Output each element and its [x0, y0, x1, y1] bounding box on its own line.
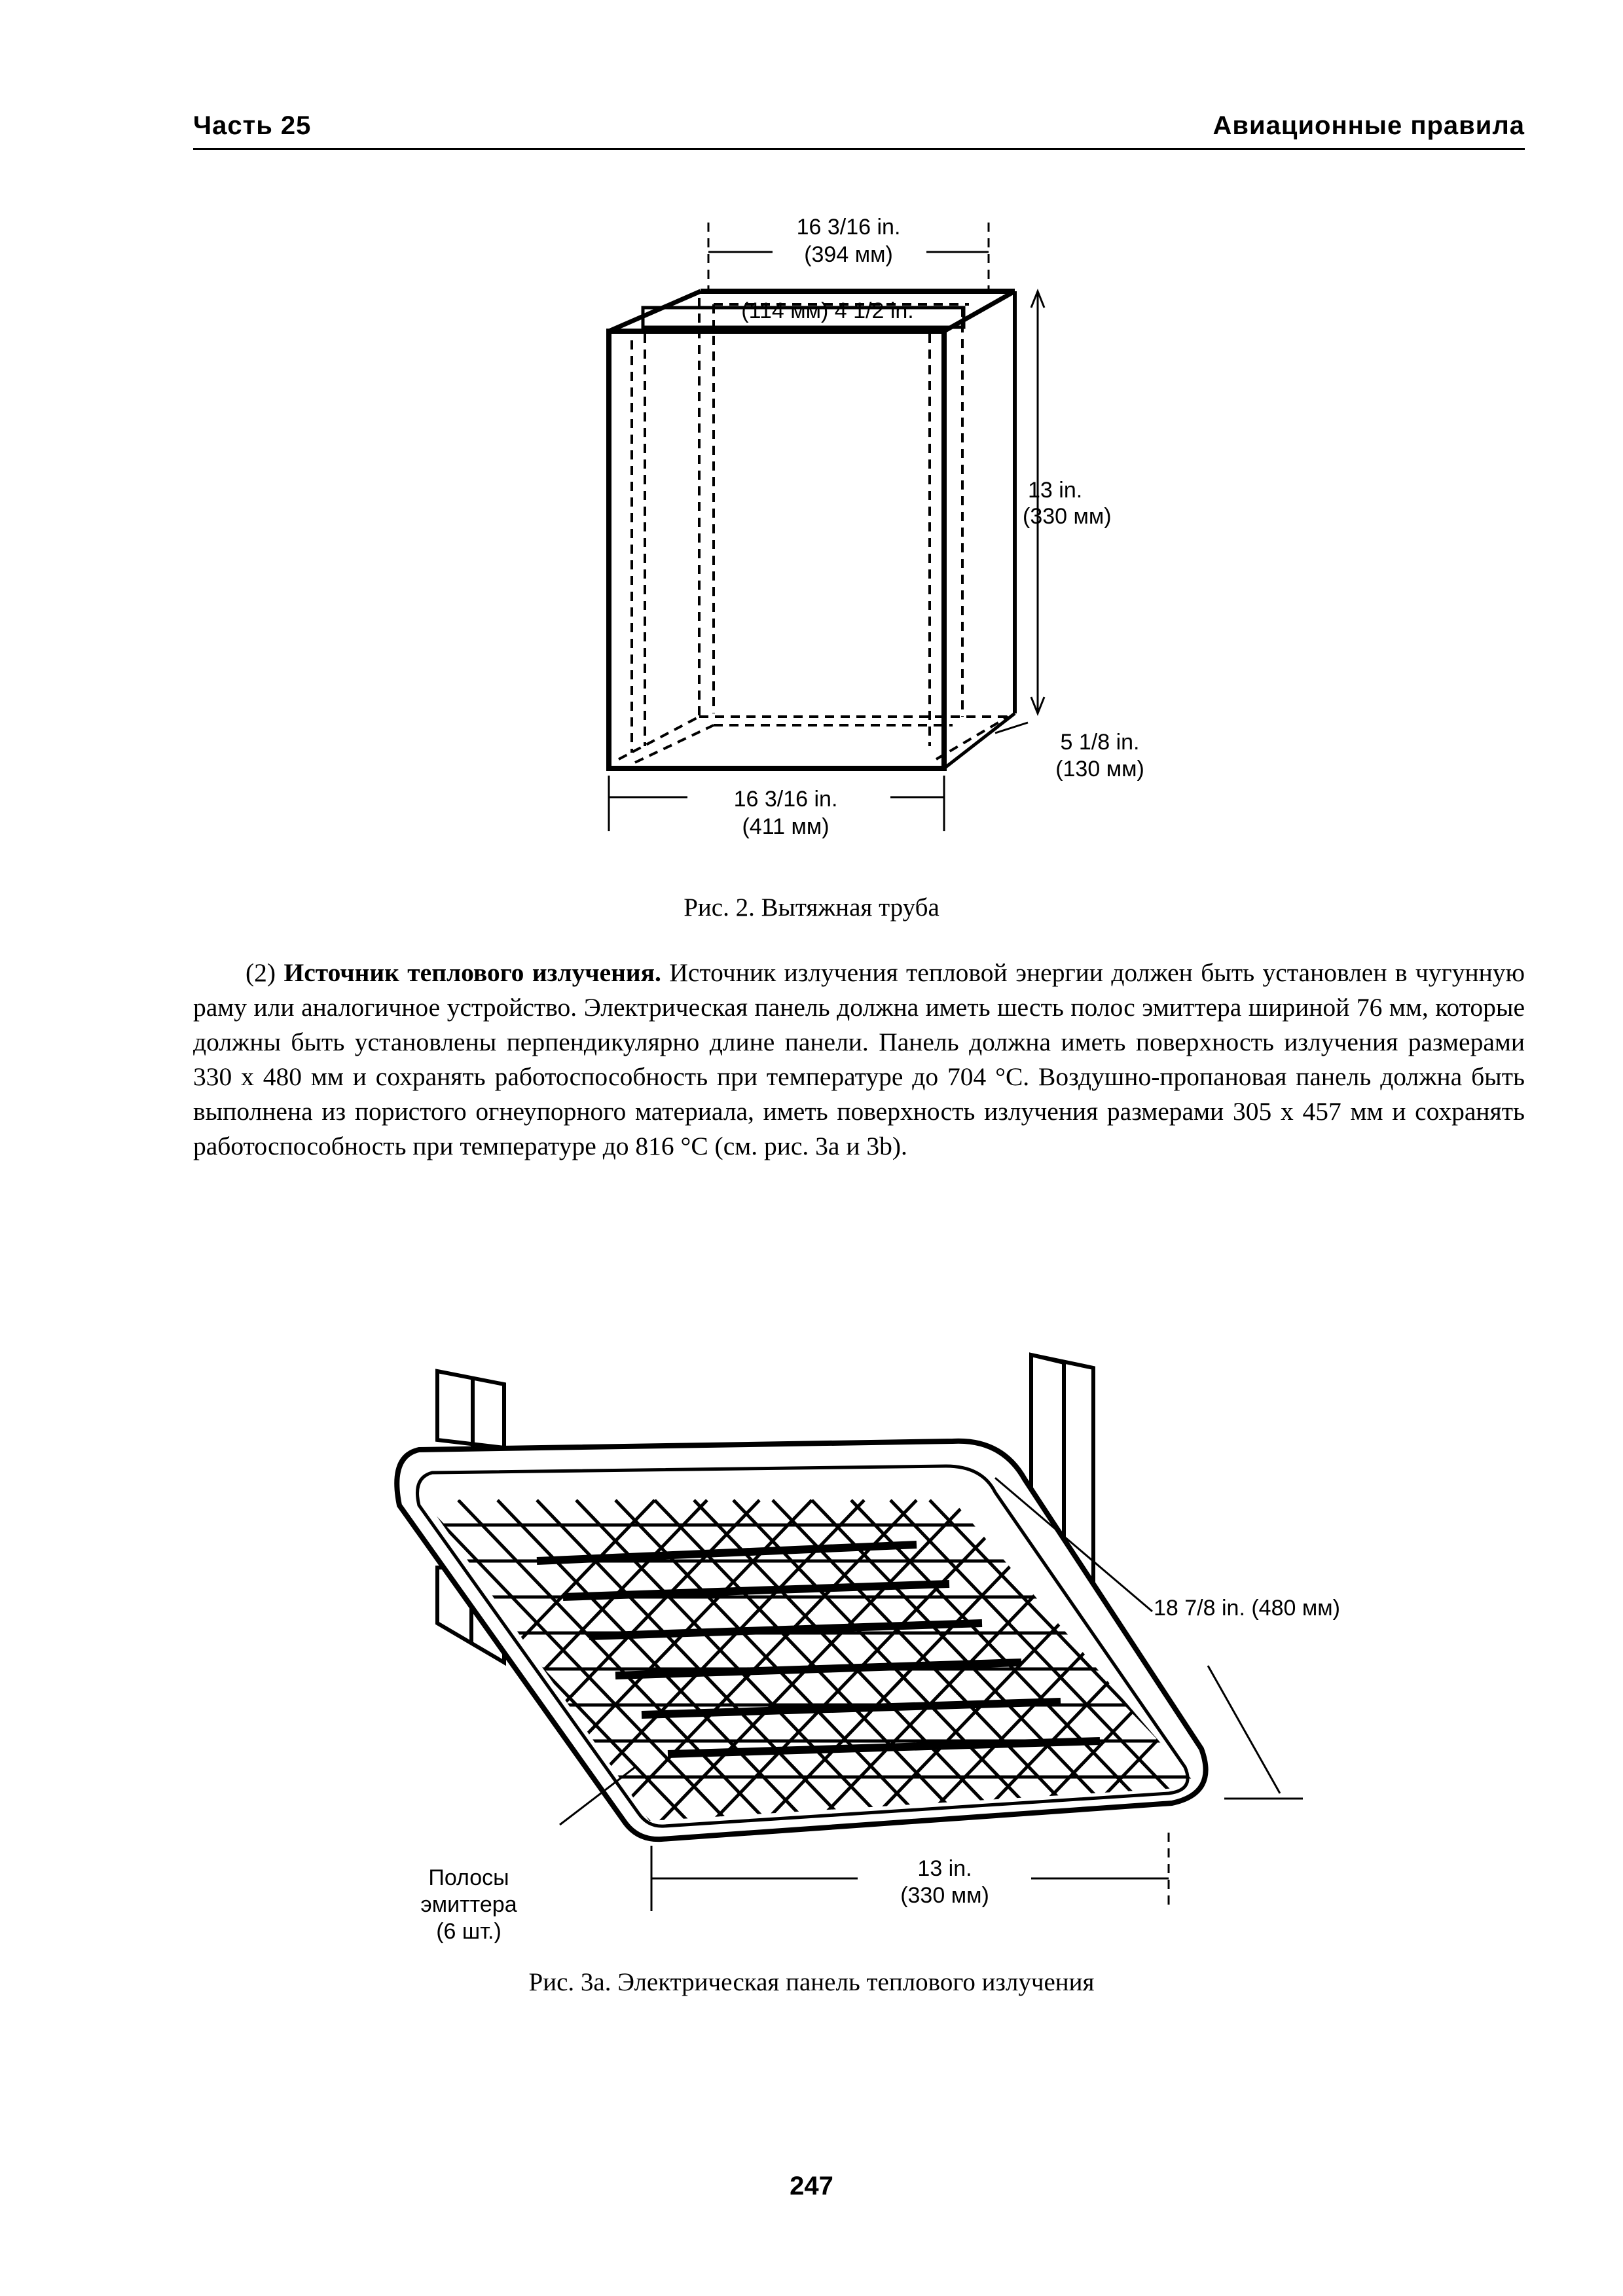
figure-3a-caption: Рис. 3а. Электрическая панель теплового излучения: [528, 1968, 1095, 1996]
fig2-inner-dim: (114 мм) 4 1/2 in.: [741, 298, 914, 323]
fig2-top-dim-mm: (394 мм): [804, 242, 893, 267]
page-number: 247: [790, 2172, 833, 2200]
fig2-bottom-dim-mm: (411 мм): [742, 814, 830, 839]
header-title: Авиационные правила: [1213, 111, 1525, 140]
fig2-height-dim-in: 13 in.: [1028, 478, 1083, 503]
paragraph-text: Источник излучения тепловой энергии должен быть установлен в чугунную раму или аналогичное устройство. Электрическая панель должна иметь шесть полос эмиттера шириной 76 мм, которые должны быть установлены перпендикулярно длине панели. Панель должна иметь поверхность излучения размерами 330 х 480 мм и сохранять работоспособность при температуре до 704 °С. Воздушно-пропановая панель должна быть выполнена из пористого огнеупорного материала, иметь поверхность излучения размерами 305 х 457 мм и сохранять работоспособность при температуре до 816 °С (см. рис. 3a и 3b).: [193, 958, 1525, 1160]
header-part: Часть 25: [193, 111, 312, 140]
fig3a-width-dim-in: 13 in.: [917, 1856, 972, 1881]
fig3a-emitter-label-1: Полосы: [428, 1865, 509, 1890]
fig3a-width-dim-mm: (330 мм): [900, 1883, 989, 1908]
paragraph-heading: Источник теплового излучения.: [283, 958, 661, 987]
paragraph-number: (2): [246, 958, 276, 987]
fig2-depth-dim-in: 5 1/8 in.: [1060, 730, 1140, 755]
fig3a-length-dim: 18 7/8 in. (480 мм): [1154, 1596, 1340, 1621]
figure-2-caption: Рис. 2. Вытяжная труба: [684, 893, 939, 922]
fig3a-emitter-label-2: эмиттера: [420, 1892, 517, 1917]
fig2-bottom-dim-in: 16 3/16 in.: [733, 787, 838, 812]
fig2-top-dim-in: 16 3/16 in.: [796, 215, 901, 240]
fig2-height-dim-mm: (330 мм): [1023, 504, 1112, 529]
fig3a-emitter-label-3: (6 шт.): [436, 1919, 501, 1944]
fig2-depth-dim-mm: (130 мм): [1055, 757, 1144, 781]
